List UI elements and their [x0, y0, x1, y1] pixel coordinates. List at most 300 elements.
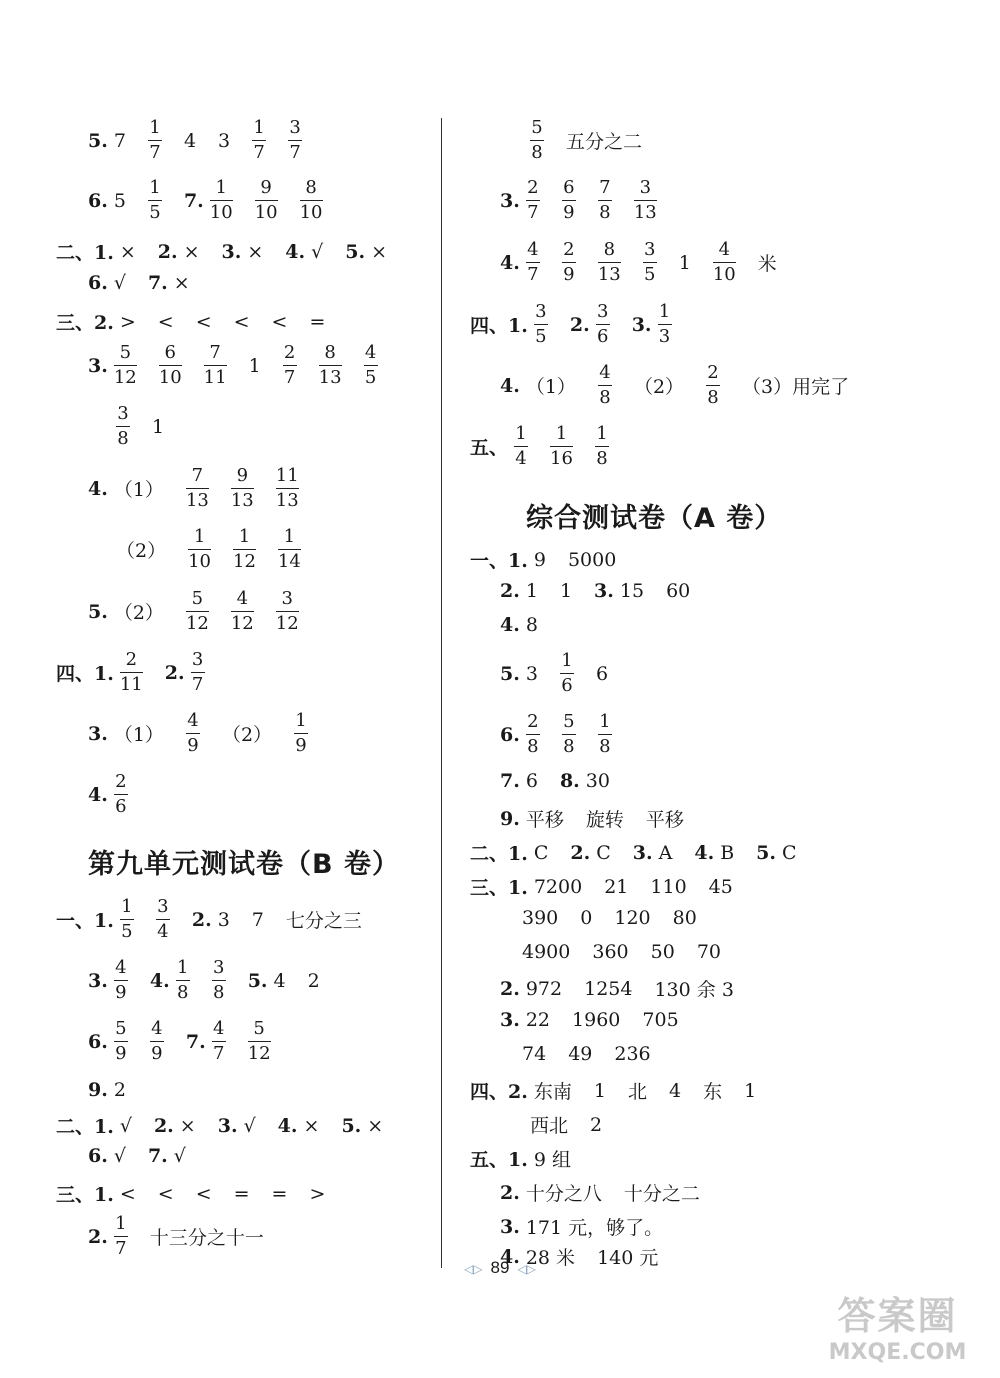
answer-text: 6	[525, 770, 538, 792]
fraction	[550, 424, 573, 469]
fraction-numerator: 5	[563, 711, 575, 732]
fraction-denominator: 13	[318, 367, 342, 388]
fraction-numerator: 4	[115, 957, 127, 978]
answer-text: C	[533, 841, 549, 864]
fraction-denominator: 6	[596, 326, 609, 347]
answer-line	[470, 546, 638, 573]
answer-text: ×	[367, 1114, 384, 1137]
answer-line	[500, 712, 634, 757]
answer-text: 28 米	[525, 1247, 576, 1269]
fraction-numerator: 2	[563, 239, 575, 260]
fraction-bar	[598, 385, 612, 386]
right-ornament-icon: ◁▷	[517, 1262, 536, 1276]
fraction-numerator: 7	[209, 342, 221, 363]
answer-text: 45	[708, 875, 733, 898]
answer-text: √	[311, 240, 324, 263]
answer-text: 80	[672, 907, 697, 929]
answer-line	[88, 343, 400, 388]
answer-line	[88, 958, 342, 1003]
fraction	[212, 958, 226, 1003]
fraction-denominator: 5	[535, 326, 547, 347]
fraction-denominator: 4	[157, 921, 169, 942]
question-number: 二、1.	[56, 1116, 114, 1138]
question-number: 2.	[500, 1181, 520, 1204]
fraction-denominator: 8	[563, 736, 575, 757]
question-number: 四、2.	[470, 1081, 528, 1103]
fraction	[204, 343, 227, 388]
fraction-bar	[255, 200, 278, 201]
fraction-numerator: 1	[253, 117, 265, 138]
fraction-bar	[514, 446, 528, 447]
fraction-numerator: 1	[295, 710, 307, 731]
answer-text: 8	[525, 614, 538, 636]
answer-text: （2）	[116, 540, 167, 562]
fraction-denominator: 13	[633, 202, 657, 223]
fraction-numerator: 1	[238, 526, 251, 547]
fraction	[530, 118, 544, 163]
fraction	[156, 897, 170, 942]
fraction-bar	[114, 1041, 128, 1042]
fraction-denominator: 13	[230, 490, 254, 511]
answer-text: 6	[595, 662, 609, 685]
question-number: 三、1.	[470, 877, 528, 899]
fraction	[114, 772, 128, 817]
fraction-denominator: 10	[299, 202, 323, 223]
fraction-bar	[562, 200, 576, 201]
fraction	[186, 589, 209, 634]
fraction	[114, 343, 137, 388]
fraction-denominator: 12	[185, 613, 209, 634]
answer-text: （1）	[525, 376, 576, 398]
answer-text: 五分之二	[566, 131, 643, 153]
question-number: 4.	[88, 783, 108, 806]
fraction-bar	[598, 262, 621, 263]
fraction-bar	[596, 324, 610, 325]
fraction-numerator: 5	[531, 117, 543, 138]
fraction-denominator: 5	[149, 202, 161, 223]
question-number: 4.	[88, 477, 108, 500]
answer-text: 1	[559, 580, 573, 602]
fraction-denominator: 7	[149, 142, 161, 163]
fraction	[598, 712, 612, 757]
fraction-denominator: 13	[185, 490, 209, 511]
question-number: 8.	[559, 770, 580, 792]
answer-line	[522, 1043, 673, 1065]
fraction-numerator: 2	[707, 362, 719, 383]
question-number: 7.	[147, 272, 168, 294]
fraction-numerator: 5	[253, 1018, 265, 1039]
answer-line	[500, 805, 706, 832]
fraction-bar	[191, 672, 205, 673]
question-number: 3.	[632, 841, 653, 864]
fraction-bar	[150, 1041, 164, 1042]
question-number: 一、1.	[56, 910, 114, 932]
fraction-bar	[634, 200, 657, 201]
fraction-denominator: 8	[707, 387, 719, 408]
fraction-numerator: 4	[236, 588, 249, 609]
fraction-numerator: 1	[149, 177, 161, 198]
question-number: 五、1.	[470, 1149, 528, 1171]
fraction-bar	[294, 733, 308, 734]
fraction-bar	[364, 365, 378, 366]
fraction-numerator: 3	[596, 301, 609, 322]
answer-text: 130 余 3	[654, 979, 734, 1001]
answer-text: ×	[371, 240, 388, 263]
fraction-bar	[278, 549, 301, 550]
fraction-bar	[176, 980, 190, 981]
answer-line	[56, 308, 347, 335]
answer-line	[500, 363, 871, 408]
fraction-bar	[283, 365, 297, 366]
answer-text: >	[119, 310, 136, 333]
fraction-numerator: 1	[515, 423, 527, 444]
fraction-numerator: 4	[718, 239, 731, 260]
fraction-numerator: 4	[151, 1018, 163, 1039]
fraction-bar	[114, 980, 128, 981]
fraction-bar	[288, 140, 302, 141]
answer-text: ×	[119, 240, 136, 263]
answer-text: A	[658, 841, 673, 864]
answer-text: 74	[522, 1043, 547, 1065]
fraction-numerator: 8	[324, 342, 336, 363]
fraction-bar	[231, 488, 254, 489]
answer-text: 1	[678, 251, 691, 274]
answer-text: =	[233, 1182, 250, 1205]
fraction-denominator: 13	[597, 264, 621, 285]
answer-line	[500, 240, 799, 285]
fraction	[114, 958, 128, 1003]
fraction	[658, 302, 672, 347]
answer-line	[522, 907, 719, 929]
fraction-denominator: 9	[115, 982, 127, 1003]
answer-text: 5	[113, 189, 126, 212]
answer-text: 50	[650, 941, 675, 963]
fraction-numerator: 3	[191, 649, 204, 670]
fraction-bar	[120, 919, 134, 920]
fraction	[294, 711, 308, 756]
answer-text: 7200	[533, 875, 583, 898]
answer-line	[88, 1019, 293, 1064]
answer-text: 十分之八	[525, 1183, 602, 1205]
fraction-bar	[595, 446, 609, 447]
fraction-numerator: 6	[563, 177, 575, 198]
answer-text: 西北	[530, 1115, 569, 1137]
fraction-bar	[248, 1041, 271, 1042]
question-number: 5.	[500, 662, 520, 685]
answer-line	[500, 1213, 685, 1240]
fraction	[562, 712, 576, 757]
fraction-denominator: 3	[658, 326, 671, 347]
answer-line	[88, 589, 321, 634]
answer-text: 972	[525, 977, 563, 1000]
answer-text: 1254	[584, 977, 633, 1000]
fraction-numerator: 3	[639, 177, 652, 198]
fraction-bar	[658, 324, 672, 325]
answer-text: 4	[668, 1079, 682, 1102]
fraction-denominator: 10	[712, 264, 736, 285]
question-number: 5.	[341, 1114, 362, 1137]
answer-text: 东	[703, 1081, 723, 1103]
question-number: 2.	[88, 1225, 108, 1248]
fraction-denominator: 12	[230, 613, 254, 634]
answer-text: √	[243, 1114, 256, 1137]
fraction-numerator: 2	[115, 771, 127, 792]
question-number: 2.	[153, 1114, 174, 1137]
fraction-denominator: 12	[247, 1043, 271, 1064]
answer-text: 1	[593, 1079, 606, 1102]
question-number: 4.	[149, 969, 170, 992]
answer-text: 236	[614, 1043, 651, 1065]
answer-text: （1）	[113, 479, 164, 501]
answer-text: （2）	[113, 602, 164, 624]
answer-text: （1）	[113, 724, 164, 746]
question-number: 3.	[631, 313, 652, 336]
fraction-bar	[252, 140, 266, 141]
fraction-denominator: 9	[563, 264, 575, 285]
fraction-bar	[114, 794, 128, 795]
answer-text: 4900	[522, 941, 571, 963]
fraction-numerator: 3	[535, 301, 547, 322]
fraction-bar	[114, 1236, 128, 1237]
question-number: 4.	[500, 374, 520, 397]
fraction-numerator: 2	[283, 342, 296, 363]
question-number: 4.	[500, 1245, 520, 1268]
fraction-denominator: 9	[187, 735, 199, 756]
answer-text: 705	[642, 1009, 679, 1031]
question-number: 2.	[164, 661, 185, 684]
answer-text: ×	[303, 1114, 320, 1137]
answer-text: =	[309, 310, 326, 333]
question-number: 5.	[88, 129, 108, 152]
fraction-denominator: 12	[113, 367, 137, 388]
fraction-bar	[713, 262, 736, 263]
question-number: 四、1.	[56, 663, 114, 685]
fraction-bar	[231, 611, 254, 612]
question-number: 五、	[470, 437, 509, 459]
question-number: 3.	[500, 1009, 520, 1031]
answer-line	[500, 614, 560, 636]
fraction-bar	[643, 262, 657, 263]
answer-line	[530, 118, 664, 163]
question-number: 一、1.	[470, 550, 528, 572]
fraction-denominator: 5	[644, 264, 656, 285]
answer-line	[88, 1214, 286, 1259]
fraction-denominator: 9	[563, 202, 575, 223]
fraction-denominator: 7	[283, 367, 296, 388]
answer-line	[88, 272, 212, 294]
answer-text: 1	[248, 354, 261, 377]
fraction	[186, 711, 200, 756]
fraction	[231, 466, 254, 511]
answer-line	[88, 711, 330, 756]
fraction-bar	[276, 488, 299, 489]
fraction-bar	[212, 980, 226, 981]
fraction-numerator: 1	[561, 650, 573, 671]
fraction	[276, 589, 299, 634]
fraction-numerator: 3	[212, 957, 225, 978]
fraction-denominator: 6	[561, 675, 573, 696]
question-number: 2.	[500, 977, 520, 1000]
fraction-denominator: 8	[599, 736, 611, 757]
fraction-numerator: 1	[283, 526, 296, 547]
answer-text: 3	[218, 129, 231, 152]
question-number: 4.	[285, 240, 306, 263]
answer-text: 120	[614, 907, 651, 929]
answer-text: 4	[273, 969, 286, 992]
fraction	[643, 240, 657, 285]
fraction-numerator: 4	[527, 239, 539, 260]
heading-unit9-b: 第九单元测试卷（B 卷）	[88, 849, 400, 880]
question-number: 6.	[500, 723, 520, 746]
question-number: 三、1.	[56, 1184, 114, 1206]
fraction-denominator: 10	[254, 202, 278, 223]
question-number: 3.	[88, 722, 108, 745]
fraction	[191, 650, 205, 695]
fraction	[233, 527, 256, 572]
fraction-numerator: 2	[125, 649, 138, 670]
fraction-bar	[534, 324, 548, 325]
answer-line	[500, 975, 756, 1002]
question-number: 6.	[88, 1145, 108, 1167]
page-number	[0, 1258, 1000, 1278]
answer-line	[88, 1079, 148, 1101]
fraction	[114, 1214, 128, 1259]
fraction-bar	[319, 365, 342, 366]
answer-line	[500, 770, 632, 792]
heading-comprehensive-a: 综合测试卷（A 卷）	[526, 503, 783, 534]
answer-line	[500, 651, 630, 696]
answer-text: √	[113, 272, 126, 294]
answer-line	[530, 1111, 624, 1138]
fraction	[300, 178, 323, 223]
answer-line	[470, 1077, 778, 1104]
fraction-bar	[526, 200, 540, 201]
fraction-bar	[300, 200, 323, 201]
answer-text: <	[157, 310, 174, 333]
fraction-numerator: 1	[115, 1213, 127, 1234]
answer-line	[500, 1009, 701, 1031]
question-number: 9.	[500, 807, 520, 830]
fraction-denominator: 8	[596, 448, 608, 469]
fraction-bar	[598, 200, 612, 201]
fraction-numerator: 1	[555, 423, 568, 444]
question-number: 7.	[147, 1145, 168, 1167]
fraction	[598, 363, 612, 408]
fraction-numerator: 8	[305, 177, 317, 198]
fraction-bar	[114, 365, 137, 366]
answer-text: 北	[627, 1081, 647, 1103]
fraction	[526, 712, 540, 757]
fraction-bar	[116, 426, 130, 427]
fraction	[159, 343, 182, 388]
question-number: 3.	[217, 1114, 238, 1137]
fraction-numerator: 2	[527, 177, 539, 198]
answer-text: 21	[604, 875, 629, 898]
fraction-numerator: 5	[191, 588, 204, 609]
fraction	[188, 527, 211, 572]
fraction-numerator: 4	[212, 1018, 225, 1039]
fraction	[713, 240, 736, 285]
answer-text: 2	[113, 1079, 126, 1101]
fraction-bar	[186, 733, 200, 734]
fraction	[255, 178, 278, 223]
fraction-denominator: 6	[115, 796, 127, 817]
fraction-bar	[148, 140, 162, 141]
question-number: 四、1.	[470, 315, 528, 337]
answer-text: ×	[183, 240, 200, 263]
fraction-bar	[562, 734, 576, 735]
fraction-numerator: 1	[121, 896, 133, 917]
fraction-numerator: 3	[289, 117, 301, 138]
answer-line	[522, 941, 743, 963]
fraction-bar	[212, 1041, 226, 1042]
answer-line	[470, 302, 694, 347]
answer-text: 22	[525, 1009, 551, 1031]
question-number: 7.	[185, 1030, 206, 1053]
answer-line	[470, 424, 631, 469]
question-number: 7.	[500, 770, 520, 792]
answer-line	[500, 178, 679, 223]
answer-text: 1	[152, 415, 165, 438]
fraction-numerator: 3	[117, 403, 129, 424]
fraction-bar	[550, 446, 573, 447]
answer-text: ×	[173, 272, 190, 294]
fraction	[560, 651, 574, 696]
fraction	[148, 118, 162, 163]
answer-text: 0	[580, 907, 593, 929]
question-number: 3.	[500, 189, 520, 212]
answer-text: C	[596, 841, 611, 864]
question-number: 2.	[500, 580, 520, 602]
fraction-numerator: 8	[603, 239, 616, 260]
fraction-numerator: 7	[191, 465, 204, 486]
answer-text: 十分之二	[623, 1183, 700, 1205]
fraction	[514, 424, 528, 469]
answer-line	[500, 1179, 722, 1206]
fraction-denominator: 7	[289, 142, 301, 163]
answer-line	[88, 118, 324, 163]
fraction	[212, 1019, 226, 1064]
answer-text: 140 元	[597, 1247, 659, 1269]
fraction-bar	[706, 385, 720, 386]
question-number: 3.	[88, 354, 108, 377]
fraction-denominator: 7	[527, 202, 539, 223]
answer-line	[470, 839, 819, 866]
fraction	[706, 363, 720, 408]
fraction	[534, 302, 548, 347]
fraction	[526, 178, 540, 223]
fraction	[176, 958, 190, 1003]
fraction-denominator: 4	[515, 448, 527, 469]
answer-text: <	[195, 1182, 212, 1205]
fraction-denominator: 9	[151, 1043, 163, 1064]
fraction-numerator: 3	[644, 239, 656, 260]
answer-text: （2）	[633, 376, 685, 398]
fraction	[114, 1019, 128, 1064]
question-number: 二、1.	[56, 242, 114, 264]
question-number: 2.	[157, 240, 178, 263]
answer-text: 2	[307, 969, 320, 992]
question-number: 5.	[345, 240, 366, 263]
answer-text: 70	[696, 941, 721, 963]
fraction-numerator: 1	[176, 957, 189, 978]
fraction-bar	[188, 549, 211, 550]
fraction-denominator: 8	[212, 982, 225, 1003]
answer-text: 7	[113, 129, 126, 152]
answer-text: 49	[568, 1043, 593, 1065]
fraction	[120, 897, 134, 942]
fraction-denominator: 9	[295, 735, 307, 756]
